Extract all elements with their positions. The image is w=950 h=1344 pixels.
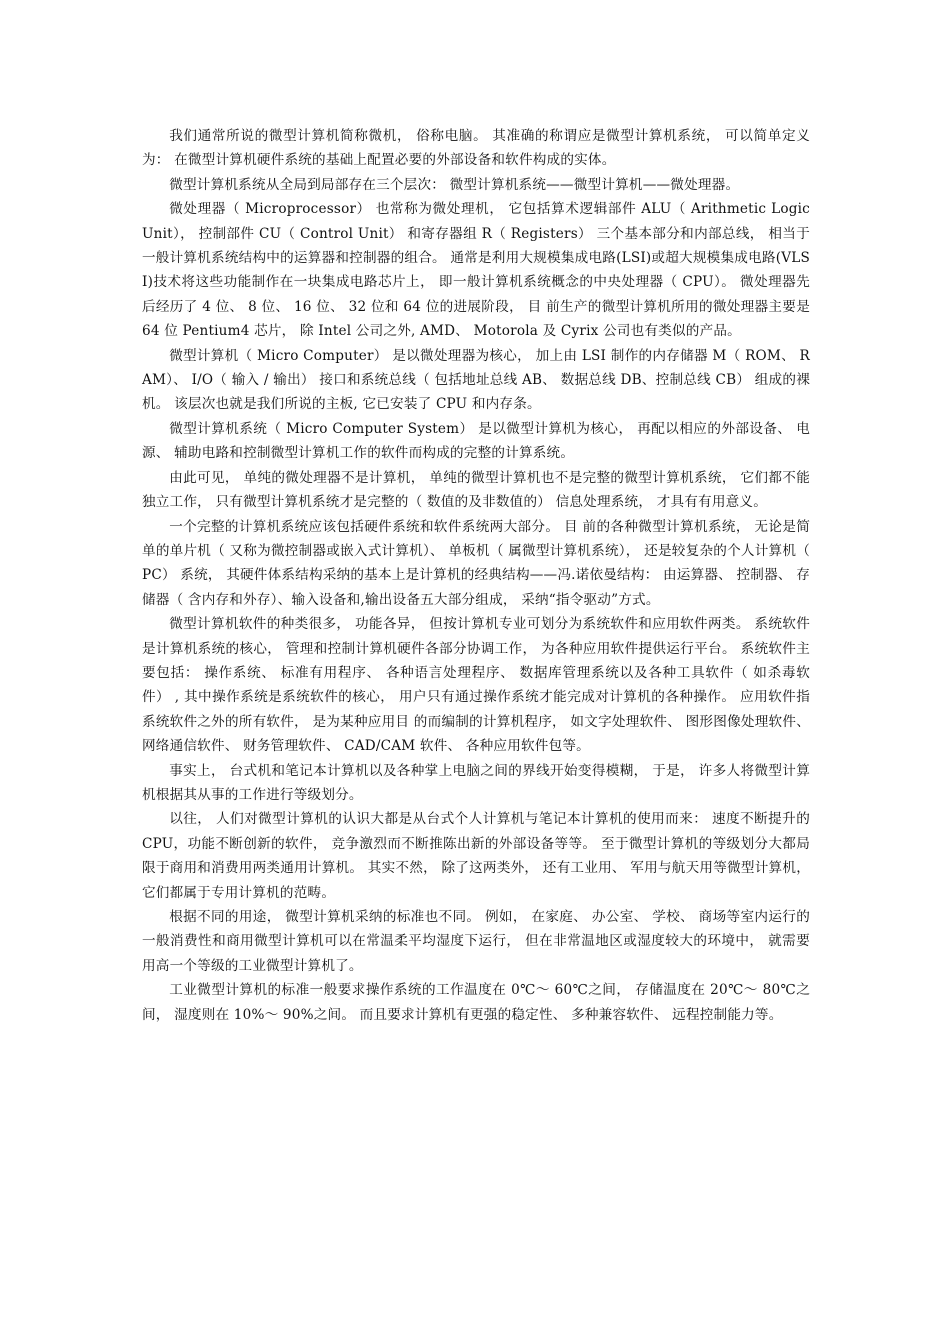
paragraph-10: 以往， 人们对微型计算机的认识大都是从台式个人计算机与笔记本计算机的使用而来： 速度不断提升的 CPU，功能不断创新的软件， 竞争激烈而不断推陈出新的外部设备等等。 至于微型计算机的等级划分大都局限于商用和消费用两类通用计算机。 其实不然， 除了这两类外， 还有工业用、 军用与航天用等微型计算机， 它们都属于专用计算机的范畴。 xyxy=(142,811,810,901)
paragraph-8: 微型计算机软件的种类很多， 功能各异， 但按计算机专业可划分为系统软件和应用软件两类。 系统软件是计算机系统的核心， 管理和控制计算机硬件各部分协调工作， 为各种应用软件提供运行平台。 系统软件主要包括： 操作系统、 标准有用程序、 各种语言处理程序、 数据库管理系统以及各种工具软件（ 如杀毒软件） , 其中操作系统是系统软件的核心， 用户只有通过操作系统才能完成对计算机的各种操作。 应用软件指系统软件之外的所有软件， 是为某种应用目 的而编制的计算机程序， 如文字处理软件、 图形图像处理软件、 网络通信软件、 财务管理软件、 CAD/CAM 软件、 各种应用软件包等。 xyxy=(142,616,810,755)
paragraph-5: 微型计算机系统（ Micro Computer System） 是以微型计算机为核心， 再配以相应的外部设备、 电源、 辅助电路和控制微型计算机工作的软件而构成的完整的计算系统。 xyxy=(142,420,810,462)
paragraph-12: 工业微型计算机的标准一般要求操作系统的工作温度在 0℃～ 60℃之间， 存储温度在 20℃～ 80℃之间， 湿度则在 10%～ 90%之间。 而且要求计算机有更强的稳定性、 多种兼容软件、 远程控制能力等。 xyxy=(142,982,810,1023)
paragraph-1: 我们通常所说的微型计算机简称微机， 俗称电脑。 其准确的称谓应是微型计算机系统， 可以简单定义为： 在微型计算机硬件系统的基础上配置必要的外部设备和软件构成的实体。 xyxy=(142,128,810,169)
paragraph-6: 由此可见， 单纯的微处理器不是计算机， 单纯的微型计算机也不是完整的微型计算机系统， 它们都不能独立工作， 只有微型计算机系统才是完整的（ 数值的及非数值的） 信息处理系统， 才具有有用意义。 xyxy=(142,469,810,511)
document-page xyxy=(142,124,810,1027)
paragraph-3: 微处理器（ Microprocessor） 也常称为微处理机， 它包括算术逻辑部件 ALU（ Arithmetic Logic Unit）， 控制部件 CU（ Control Unit） 和寄存器组 R（ Registers） 三个基本部分和内部总线， 相当于一般计算机系统结构中的运算器和控制器的组合。 通常是利用大规模集成电路(LSI)或超大规模集成电路(VLSI)技术将这些功能制作在一块集成电路芯片上， 即一般计算机系统概念的中央处理器（ CPU）。 微处理器先后经历了 4 位、 8 位、 16 位、 32 位和 64 位的进展阶段， 目 前生产的微型计算机所用的微处理器主要是 64 位 Pentium4 芯片， 除 Intel 公司之外, AMD、 Motorola 及 Cyrix 公司也有类似的产品。 xyxy=(142,201,810,340)
paragraph-11: 根据不同的用途， 微型计算机采纳的标准也不同。 例如， 在家庭、 办公室、 学校、 商场等室内运行的一般消费性和商用微型计算机可以在常温柔平均湿度下运行， 但在非常温地区或湿度较大的环境中， 就需要用高一个等级的工业微型计算机了。 xyxy=(142,909,810,974)
paragraph-4: 微型计算机（ Micro Computer） 是以微处理器为核心， 加上由 LSI 制作的内存储器 M（ ROM、 RAM）、 I/O（ 输入 / 输出） 接口和系统总线（ 包括地址总线 AB、 数据总线 DB、控制总线 CB） 组成的裸机。 该层次也就是我们所说的主板, 它已安装了 CPU 和内存条。 xyxy=(142,347,810,413)
paragraph-7: 一个完整的计算机系统应该包括硬件系统和软件系统两大部分。 目 前的各种微型计算机系统， 无论是简单的单片机（ 又称为微控制器或嵌入式计算机）、 单板机（ 属微型计算机系统）， 还是较复杂的个人计算机（ PC） 系统， 其硬件体系结构采纳的基本上是计算机的经典结构——冯.诺依曼结构： 由运算器、 控制器、 存储器（ 含内存和外存）、输入设备和,输出设备五大部分组成， 采纳“指令驱动”方式。 xyxy=(142,518,810,608)
paragraph-2: 微型计算机系统从全局到局部存在三个层次： 微型计算机系统——微型计算机——微处理器。 xyxy=(169,176,740,193)
paragraph-9: 事实上， 台式机和笔记本计算机以及各种掌上电脑之间的界线开始变得模糊， 于是， 许多人将微型计算机根据其从事的工作进行等级划分。 xyxy=(142,762,810,803)
